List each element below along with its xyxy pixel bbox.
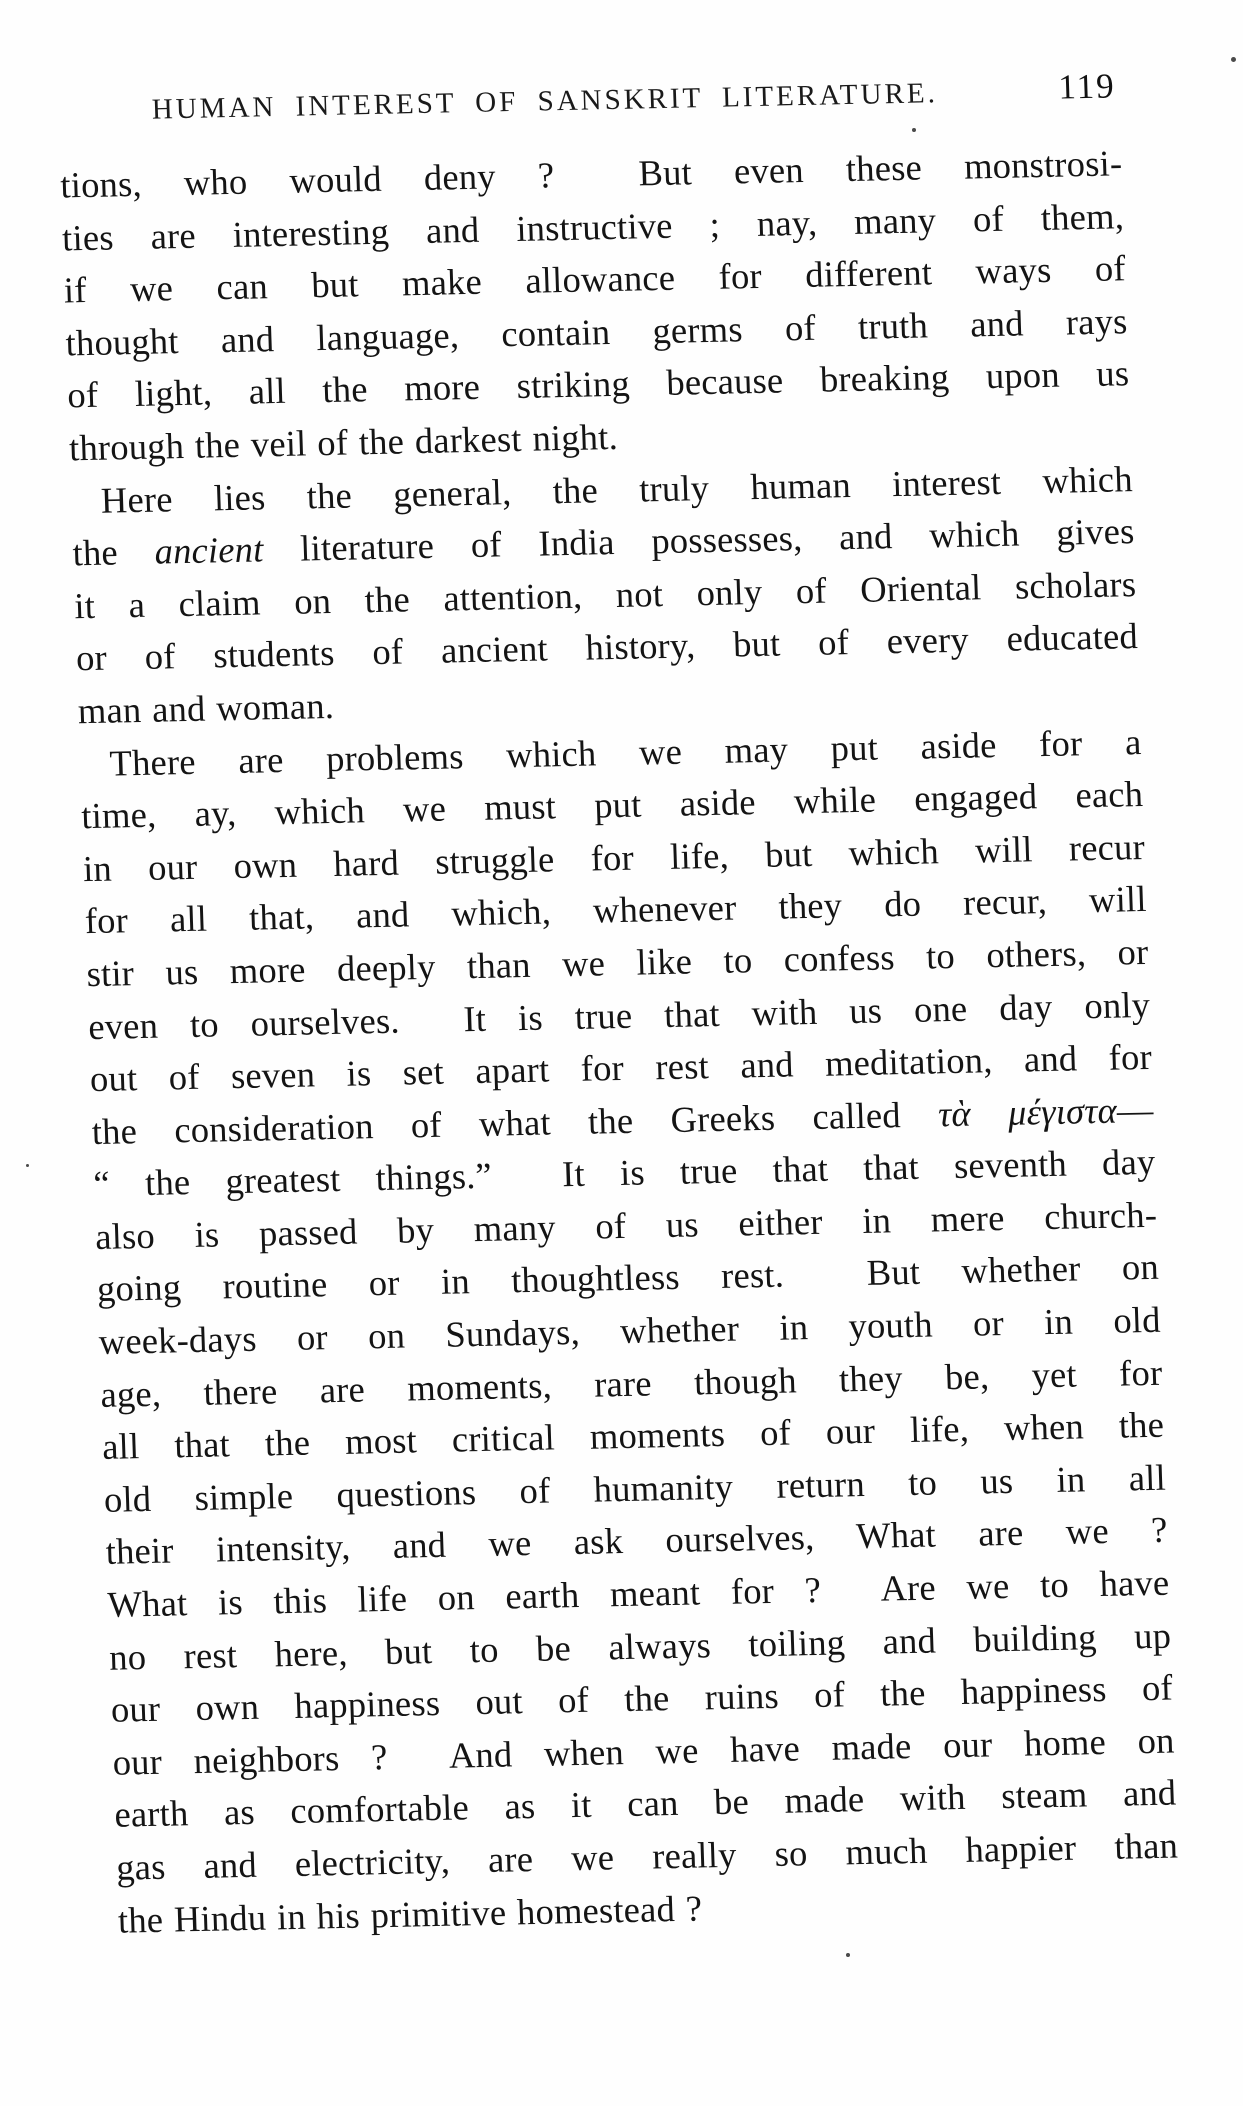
text-line: also is passed by many of us either in mere church- (94, 1193, 1158, 1257)
text-line: for all that, and which, whenever they do recur, will (84, 878, 1148, 942)
text-line: week-days or on Sundays, whether in youth or in old (98, 1298, 1162, 1363)
text-line: if we can but make allowance for different ways of (63, 247, 1127, 311)
page-header (57, 66, 1120, 141)
text-line: or of students of ancient history, but of every educated (75, 615, 1139, 679)
paragraph (60, 137, 1132, 475)
body-text (60, 137, 1181, 1947)
scan-speck (1231, 57, 1236, 62)
paragraph (70, 453, 1140, 738)
text-line: earth as comfortable as it can be made with steam and (113, 1771, 1177, 1836)
text-line: There are problems which we may put aside for a (108, 720, 1143, 784)
text-line: their intensity, and we ask ourselves, What are we ? (105, 1509, 1169, 1573)
text-line: out of seven is set apart for rest and meditation, and for (89, 1035, 1153, 1100)
text-line: What is this life on earth meant for ? Are we to have (106, 1561, 1170, 1625)
text-line: no rest here, but to be always toiling and building up (108, 1614, 1172, 1678)
text-line: our neighbors ? And when we have made our home on (112, 1719, 1176, 1783)
text-line: the ancient literature of India possesses, and which gives (71, 510, 1136, 574)
text-line: the Hindu in his primitive homestead ? (117, 1887, 703, 1941)
text-line: of light, all the more striking because breaking upon us (66, 352, 1130, 416)
text-line: through the veil of the darkest night. (68, 415, 619, 469)
paragraph (79, 716, 1181, 1947)
text-line: man and woman. (77, 684, 335, 732)
text-line: stir us more deeply than we like to confess to others, or (85, 930, 1149, 995)
text-line: in our own hard struggle for life, but which will recur (82, 825, 1146, 889)
text-line: “ the greatest things.” It is true that that seventh day (92, 1141, 1156, 1205)
text-line: going routine or in thoughtless rest. But whether on (96, 1246, 1160, 1310)
text-line: thought and language, contain germs of truth and rays (64, 299, 1129, 364)
text-block (57, 66, 1180, 1947)
text-line: the consideration of what the Greeks called τὰ μέγιστα— (91, 1088, 1155, 1152)
text-line: ties are interesting and instructive ; nay, many of them, (61, 194, 1125, 259)
scan-speck (912, 128, 916, 132)
text-line: Here lies the general, the truly human interest which (100, 457, 1134, 521)
text-line: all that the most critical moments of our life, when the (101, 1403, 1165, 1468)
text-line: even to ourselves. It is true that with us one day only (87, 983, 1151, 1047)
text-line: gas and electricity, are we really so much happier than (115, 1824, 1179, 1888)
scan-speck (846, 1953, 850, 1957)
scan-speck (26, 1164, 29, 1167)
text-line: old simple questions of humanity return to us in all (103, 1456, 1167, 1520)
text-line: tions, who would deny ? But even these monstrosi- (59, 142, 1123, 206)
text-line: time, ay, which we must put aside while engaged each (80, 773, 1144, 837)
text-line: it a claim on the attention, not only of Oriental scholars (73, 562, 1137, 627)
running-head-title: HUMAN INTEREST OF SANSKRIT LITERATURE. (151, 77, 939, 126)
text-line: our own happiness out of the ruins of the happiness of (110, 1666, 1174, 1731)
page-number: 119 (1057, 66, 1117, 107)
text-line: age, there are moments, rare though they be, yet for (99, 1351, 1163, 1415)
